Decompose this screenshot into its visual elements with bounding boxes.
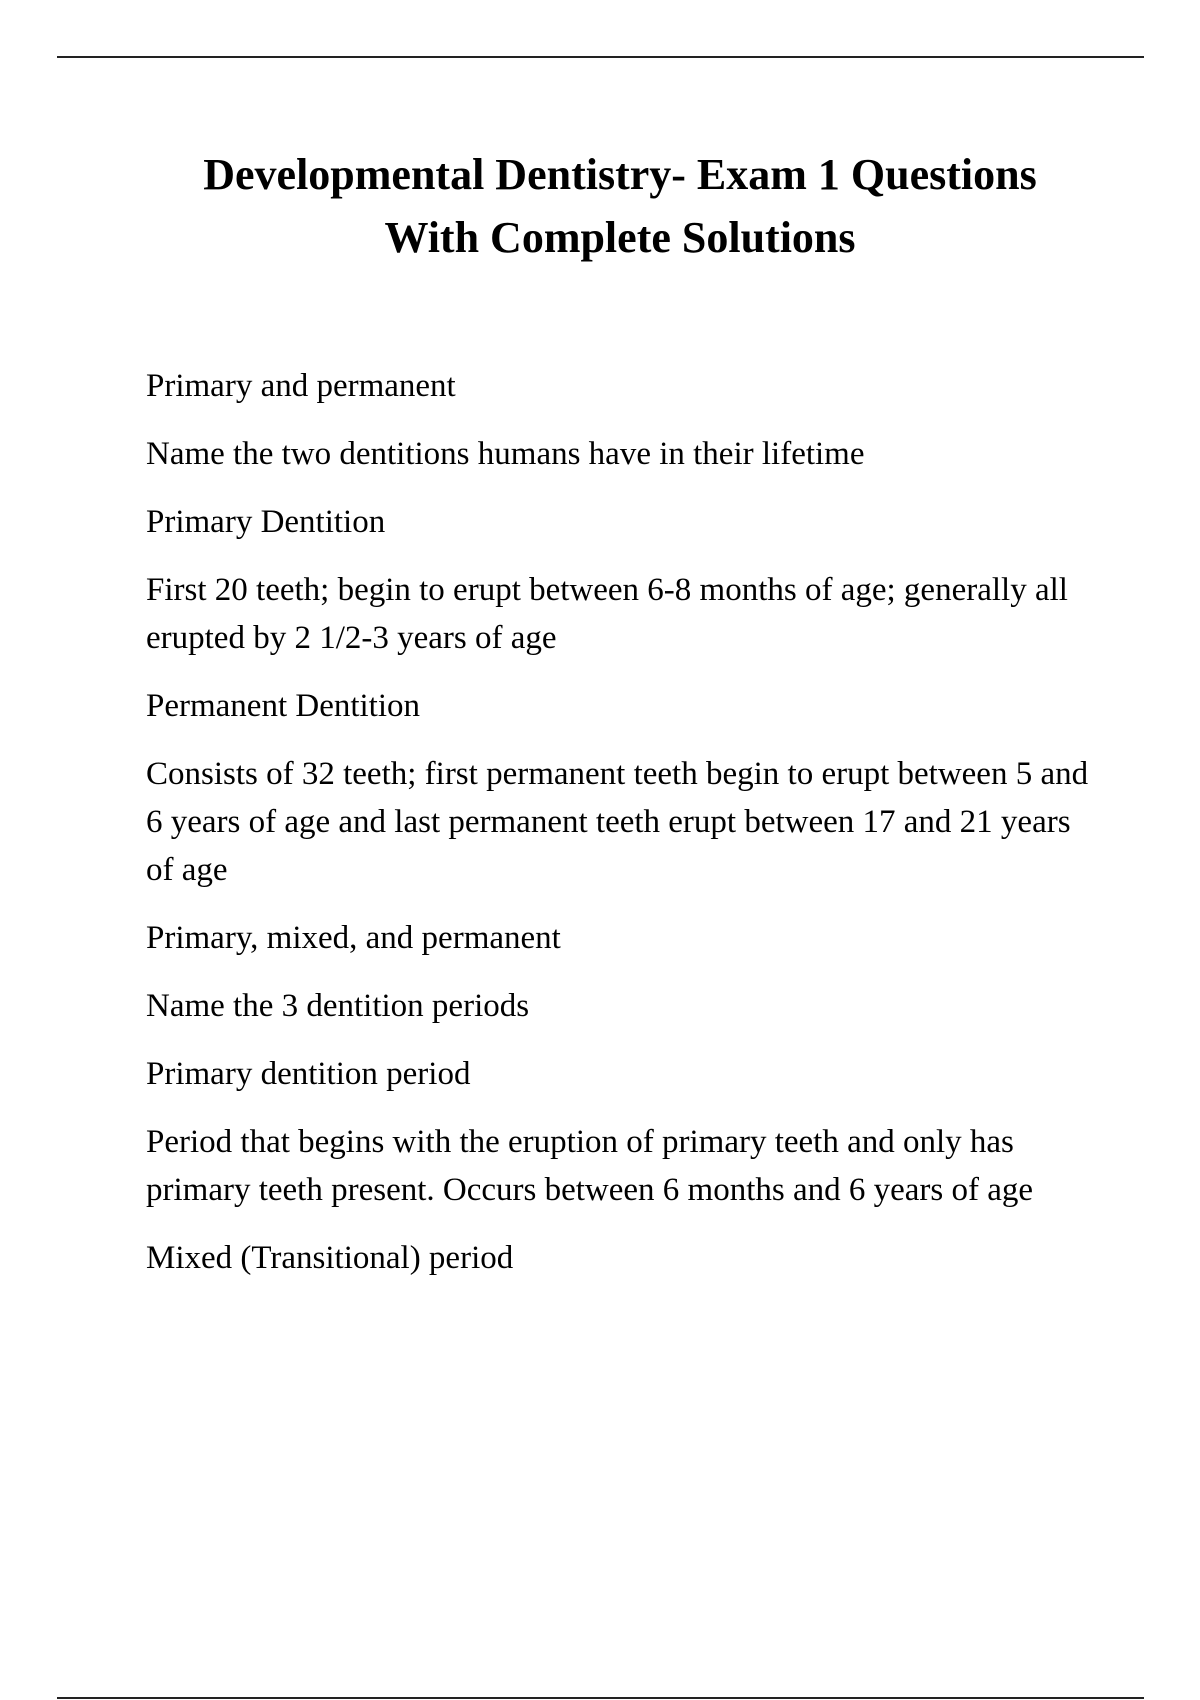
question-text: Period that begins with the eruption of primary teeth and only has primary teeth present. Occurs between 6 months and 6 years of age [146, 1124, 1034, 1208]
question-text: Name the 3 dentition periods [146, 988, 530, 1024]
page-title [120, 143, 1120, 269]
bottom-divider [57, 1697, 1144, 1699]
answer-text: Mixed (Transitional) period [146, 1240, 514, 1276]
title-line-2: With Complete Solutions [384, 213, 856, 262]
qa-content [146, 362, 1096, 1302]
answer-text: Permanent Dentition [146, 688, 421, 724]
question-text: Name the two dentitions humans have in their lifetime [146, 436, 865, 472]
answer-text: Primary Dentition [146, 504, 386, 540]
answer-text: Primary and permanent [146, 368, 456, 404]
top-divider [57, 56, 1144, 58]
question-text: First 20 teeth; begin to erupt between 6-8 months of age; generally all erupted by 2 1/2-3 years of age [146, 572, 1068, 656]
question-text: Consists of 32 teeth; first permanent teeth begin to erupt between 5 and 6 years of age and last permanent teeth erupt between 17 and 21 years of age [146, 756, 1089, 888]
title-line-1: Developmental Dentistry- Exam 1 Questions [203, 150, 1037, 199]
answer-text: Primary dentition period [146, 1056, 471, 1092]
answer-text: Primary, mixed, and permanent [146, 920, 561, 956]
